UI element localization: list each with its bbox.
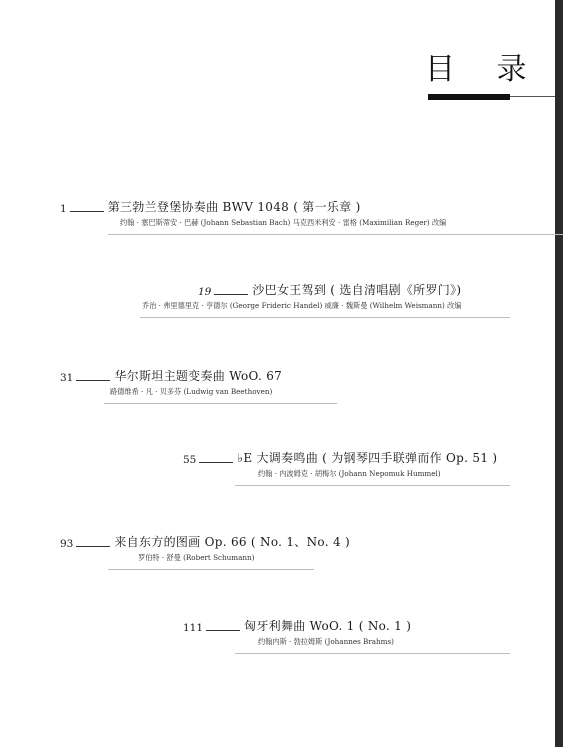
toc-composer: 罗伯特 · 舒曼 (Robert Schumann): [138, 553, 255, 562]
page-edge-bar: [555, 0, 563, 747]
toc-title: 来自东方的图画 Op. 66 ( No. 1、No. 4 ): [114, 535, 350, 549]
toc-page-number: 111: [183, 622, 204, 634]
toc-leader: [214, 294, 248, 295]
toc-rule: [104, 403, 337, 404]
toc-composer: 约翰 · 塞巴斯蒂安 · 巴赫 (Johann Sebastian Bach) 马克西米利安 · 雷格 (Maximilian Reger) 改编: [120, 218, 447, 227]
toc-rule: [235, 653, 510, 654]
toc-leader: [76, 380, 110, 381]
toc-rule: [108, 234, 563, 235]
toc-leader: [206, 630, 240, 631]
toc-rule: [235, 485, 510, 486]
toc-title: ♭E 大调奏鸣曲 ( 为钢琴四手联弹而作 Op. 51 ): [237, 451, 498, 465]
toc-rule: [108, 569, 314, 570]
toc-composer: 路德维希 · 凡 · 贝多芬 (Ludwig van Beethoven): [110, 387, 273, 396]
toc-title: 匈牙利舞曲 WoO. 1 ( No. 1 ): [244, 619, 412, 633]
toc-page-number: 1: [60, 203, 67, 215]
toc-composer: 乔治 · 弗里德里克 · 亨德尔 (George Frideric Handel) 威廉 · 魏斯曼 (Wilhelm Weismann) 改编: [142, 301, 462, 310]
toc-page-number: 55: [183, 454, 197, 466]
toc-page-number: 31: [60, 372, 74, 384]
toc-composer: 约翰内斯 · 勃拉姆斯 (Johannes Brahms): [258, 637, 394, 646]
toc-leader: [76, 546, 110, 547]
toc-rule: [140, 317, 510, 318]
toc-composer: 约翰 · 内波姆克 · 胡梅尔 (Johann Nepomuk Hummel): [258, 469, 441, 478]
toc-leader: [70, 211, 104, 212]
toc-page-number: 93: [60, 538, 74, 550]
toc-title: 沙巴女王驾到 ( 选自清唱剧《所罗门》): [252, 283, 462, 297]
title-underline-extension: [510, 96, 555, 97]
toc-leader: [199, 462, 233, 463]
toc-title: 第三勃兰登堡协奏曲 BWV 1048 ( 第一乐章 ): [107, 200, 361, 214]
page-title: 目 录: [425, 52, 543, 87]
title-underline: [428, 94, 510, 100]
toc-page-number: 19: [198, 286, 212, 298]
toc-title: 华尔斯坦主题变奏曲 WoO. 67: [114, 369, 283, 383]
